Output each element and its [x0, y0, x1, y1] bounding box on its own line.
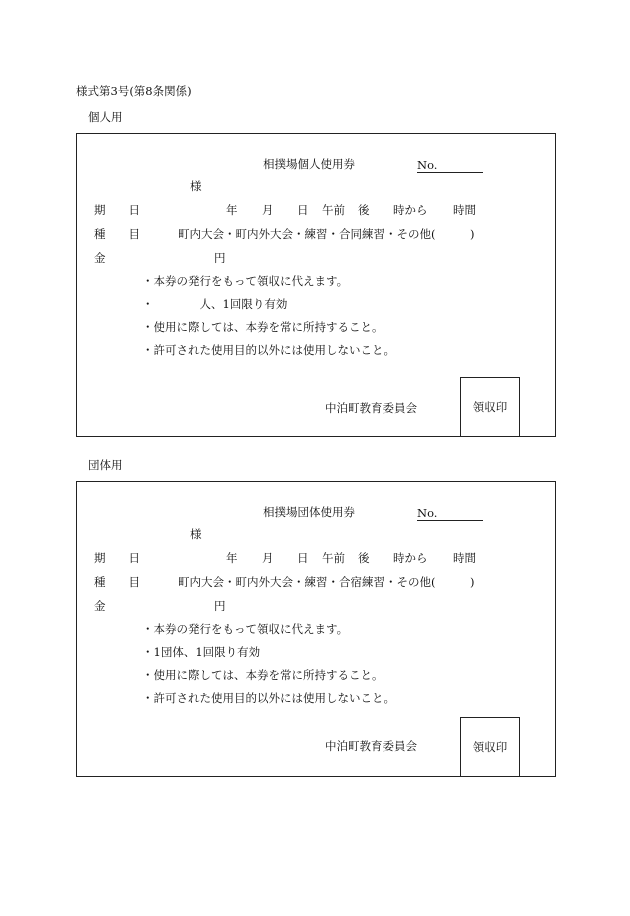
- row-date-am: 午前: [322, 551, 345, 565]
- row-date-month: 月: [262, 551, 274, 565]
- note-3: ・使用に際しては、本券を常に所持すること。: [142, 320, 384, 334]
- row-date-pm: 後: [358, 551, 370, 565]
- row-event-value: 町内大会・町内外大会・練習・合宿練習・その他( ): [178, 575, 475, 589]
- issuer-name: 中泊町教育委員会: [325, 401, 417, 415]
- row-date-label: 期 日: [94, 551, 140, 565]
- row-date-label: 期 日: [94, 203, 140, 217]
- row-event-label: 種 目: [94, 575, 140, 589]
- ticket-individual: [76, 133, 556, 437]
- row-amount-label: 金: [94, 251, 106, 265]
- row-date-day: 日: [297, 203, 309, 217]
- ticket-number-field: [417, 158, 483, 173]
- section-label-individual: 個人用: [88, 110, 123, 124]
- row-event-value: 町内大会・町内外大会・練習・合同練習・その他( ): [178, 227, 475, 241]
- ticket-number-label: No.: [417, 506, 438, 520]
- ticket-title: 相撲場個人使用券: [263, 157, 355, 171]
- receipt-seal-box: [460, 717, 520, 777]
- note-4: ・許可された使用目的以外には使用しないこと。: [142, 691, 395, 705]
- receipt-seal-label: 領収印: [472, 740, 508, 754]
- receipt-seal-box: [460, 377, 520, 437]
- ticket-group: [76, 481, 556, 777]
- row-amount-label: 金: [94, 599, 106, 613]
- row-amount-yen: 円: [214, 251, 226, 265]
- row-date-from: 時から: [393, 203, 428, 217]
- row-date-year: 年: [226, 203, 238, 217]
- row-date-from: 時から: [393, 551, 428, 565]
- note-1: ・本券の発行をもって領収に代えます。: [142, 622, 349, 636]
- row-date-hours: 時間: [453, 551, 476, 565]
- recipient-honorific: 様: [190, 179, 202, 193]
- row-date-pm: 後: [358, 203, 370, 217]
- ticket-title: 相撲場団体使用券: [263, 505, 355, 519]
- row-date-am: 午前: [322, 203, 345, 217]
- row-amount-yen: 円: [214, 599, 226, 613]
- note-1: ・本券の発行をもって領収に代えます。: [142, 274, 349, 288]
- note-3: ・使用に際しては、本券を常に所持すること。: [142, 668, 384, 682]
- ticket-number-field: [417, 506, 483, 521]
- issuer-name: 中泊町教育委員会: [325, 739, 417, 753]
- note-2: ・1団体、1回限り有効: [142, 645, 261, 659]
- note-2: ・ 人、1回限り有効: [142, 297, 288, 311]
- note-4: ・許可された使用目的以外には使用しないこと。: [142, 343, 395, 357]
- row-event-label: 種 目: [94, 227, 140, 241]
- ticket-number-label: No.: [417, 158, 438, 172]
- recipient-honorific: 様: [190, 527, 202, 541]
- receipt-seal-label: 領収印: [472, 400, 508, 414]
- row-date-hours: 時間: [453, 203, 476, 217]
- section-label-group: 団体用: [88, 458, 123, 472]
- row-date-month: 月: [262, 203, 274, 217]
- row-date-day: 日: [297, 551, 309, 565]
- form-header: 様式第3号(第8条関係): [76, 84, 192, 98]
- row-date-year: 年: [226, 551, 238, 565]
